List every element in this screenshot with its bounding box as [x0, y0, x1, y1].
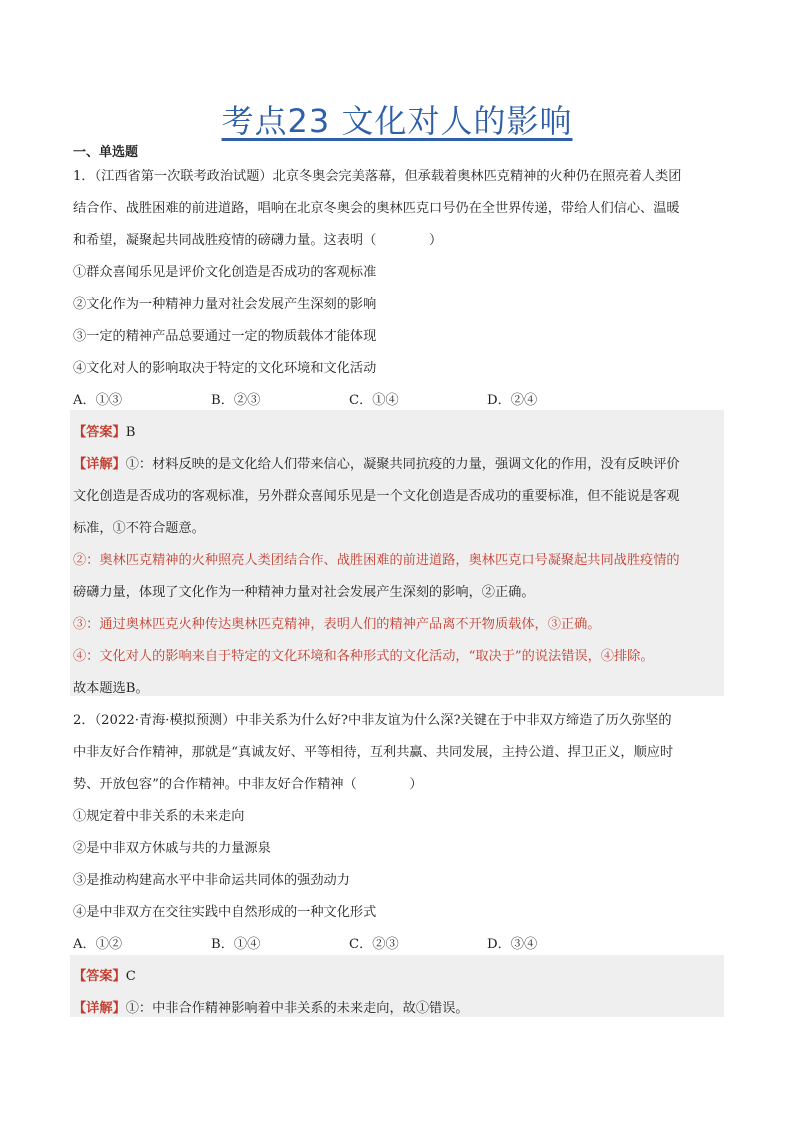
q1-detail-line-1: [73, 453, 680, 472]
q1-detail2-line-1: ②：奥林匹克精神的火种照亮人类团结合作、战胜困难的前进道路，奥林匹克口号凝聚起共同战胜疫情的: [73, 553, 680, 568]
question-2-line-3: 势、开放包容”的合作精神。中非友好合作精神（ ）: [73, 777, 423, 792]
question-1-line-3: 和希望，凝聚起共同战胜疫情的磅礴力量。这表明（ ）: [73, 233, 443, 248]
page-title: 考点23 文化对人的影响: [221, 102, 573, 140]
q1-statement-3: ③一定的精神产品总要通过一定的物质载体才能体现: [73, 329, 377, 344]
answer-tag: 【答案】: [73, 425, 126, 440]
q1-answer: [73, 421, 135, 440]
q1-detail3: ③：通过奥林匹克火种传达奥林匹克精神，表明人们的精神产品离不开物质载体，③正确。: [73, 617, 601, 632]
q1-option-d: D．②④: [487, 393, 538, 408]
q1-detail-line-2: 文化创造是否成功的客观标准，另外群众喜闻乐见是一个文化创造是否成功的重要标准，但不能说是客观: [73, 489, 680, 504]
q1-conclusion: 故本题选B。: [73, 681, 149, 696]
q1-detail-line-3: 标准，①不符合题意。: [73, 521, 205, 536]
q2-detail: [73, 997, 469, 1016]
q1-statement-1: ①群众喜闻乐见是评价文化创造是否成功的客观标准: [73, 265, 377, 280]
q1-statement-2: ②文化作为一种精神力量对社会发展产生深刻的影响: [73, 297, 377, 312]
detail-text: ①：材料反映的是文化给人们带来信心，凝聚共同抗疫的力量，强调文化的作用，没有反映评价: [125, 457, 680, 472]
question-2-line-1: 2．（2022·青海·模拟预测）中非关系为什么好?中非友谊为什么深?关键在于中非双方缔造了历久弥坚的: [73, 713, 672, 728]
q1-detail2-line-2: 磅礴力量，体现了文化作为一种精神力量对社会发展产生深刻的影响，②正确。: [73, 585, 535, 600]
q2-statement-3: ③是推动构建高水平中非命运共同体的强劲动力: [73, 873, 350, 888]
q2-statement-4: ④是中非双方在交往实践中自然形成的一种文化形式: [73, 905, 377, 920]
answer-value: B: [125, 425, 136, 440]
detail-tag: 【详解】: [73, 457, 126, 472]
q1-option-b: B．②③: [211, 393, 261, 408]
detail-tag: 【详解】: [73, 1001, 126, 1016]
detail-text: ①：中非合作精神影响着中非关系的未来走向，故①错误。: [125, 1001, 469, 1016]
q2-answer: [73, 965, 136, 984]
answer-value: C: [125, 969, 136, 984]
question-1-line-1: 1．（江西省第一次联考政治试题）北京冬奥会完美落幕，但承载着奥林匹克精神的火种仍在照亮着人类团: [73, 169, 682, 184]
q2-option-a: A．①②: [73, 937, 123, 952]
q2-statement-2: ②是中非双方休戚与共的力量源泉: [73, 841, 271, 856]
q2-statement-1: ①规定着中非关系的未来走向: [73, 809, 245, 824]
answer-tag: 【答案】: [73, 969, 126, 984]
question-1-line-2: 结合作、战胜困难的前进道路，唱响在北京冬奥会的奥林匹克口号仍在全世界传递，带给人们信心、温暖: [73, 201, 680, 216]
q2-option-b: B．①④: [211, 937, 261, 952]
q2-option-c: C．②③: [349, 937, 399, 952]
section-heading: 一、单选题: [73, 145, 139, 160]
q1-option-c: C．①④: [349, 393, 399, 408]
q1-detail4: ④：文化对人的影响来自于特定的文化环境和各种形式的文化活动，“取决于”的说法错误，④排除。: [73, 649, 654, 664]
q1-statement-4: ④文化对人的影响取决于特定的文化环境和文化活动: [73, 361, 377, 376]
q1-option-a: A．①③: [73, 393, 123, 408]
question-2-line-2: 中非友好合作精神，那就是“真诚友好、平等相待，互利共赢、共同发展，主持公道、捍卫正义，顺应时: [73, 745, 674, 760]
q2-option-d: D．③④: [487, 937, 538, 952]
